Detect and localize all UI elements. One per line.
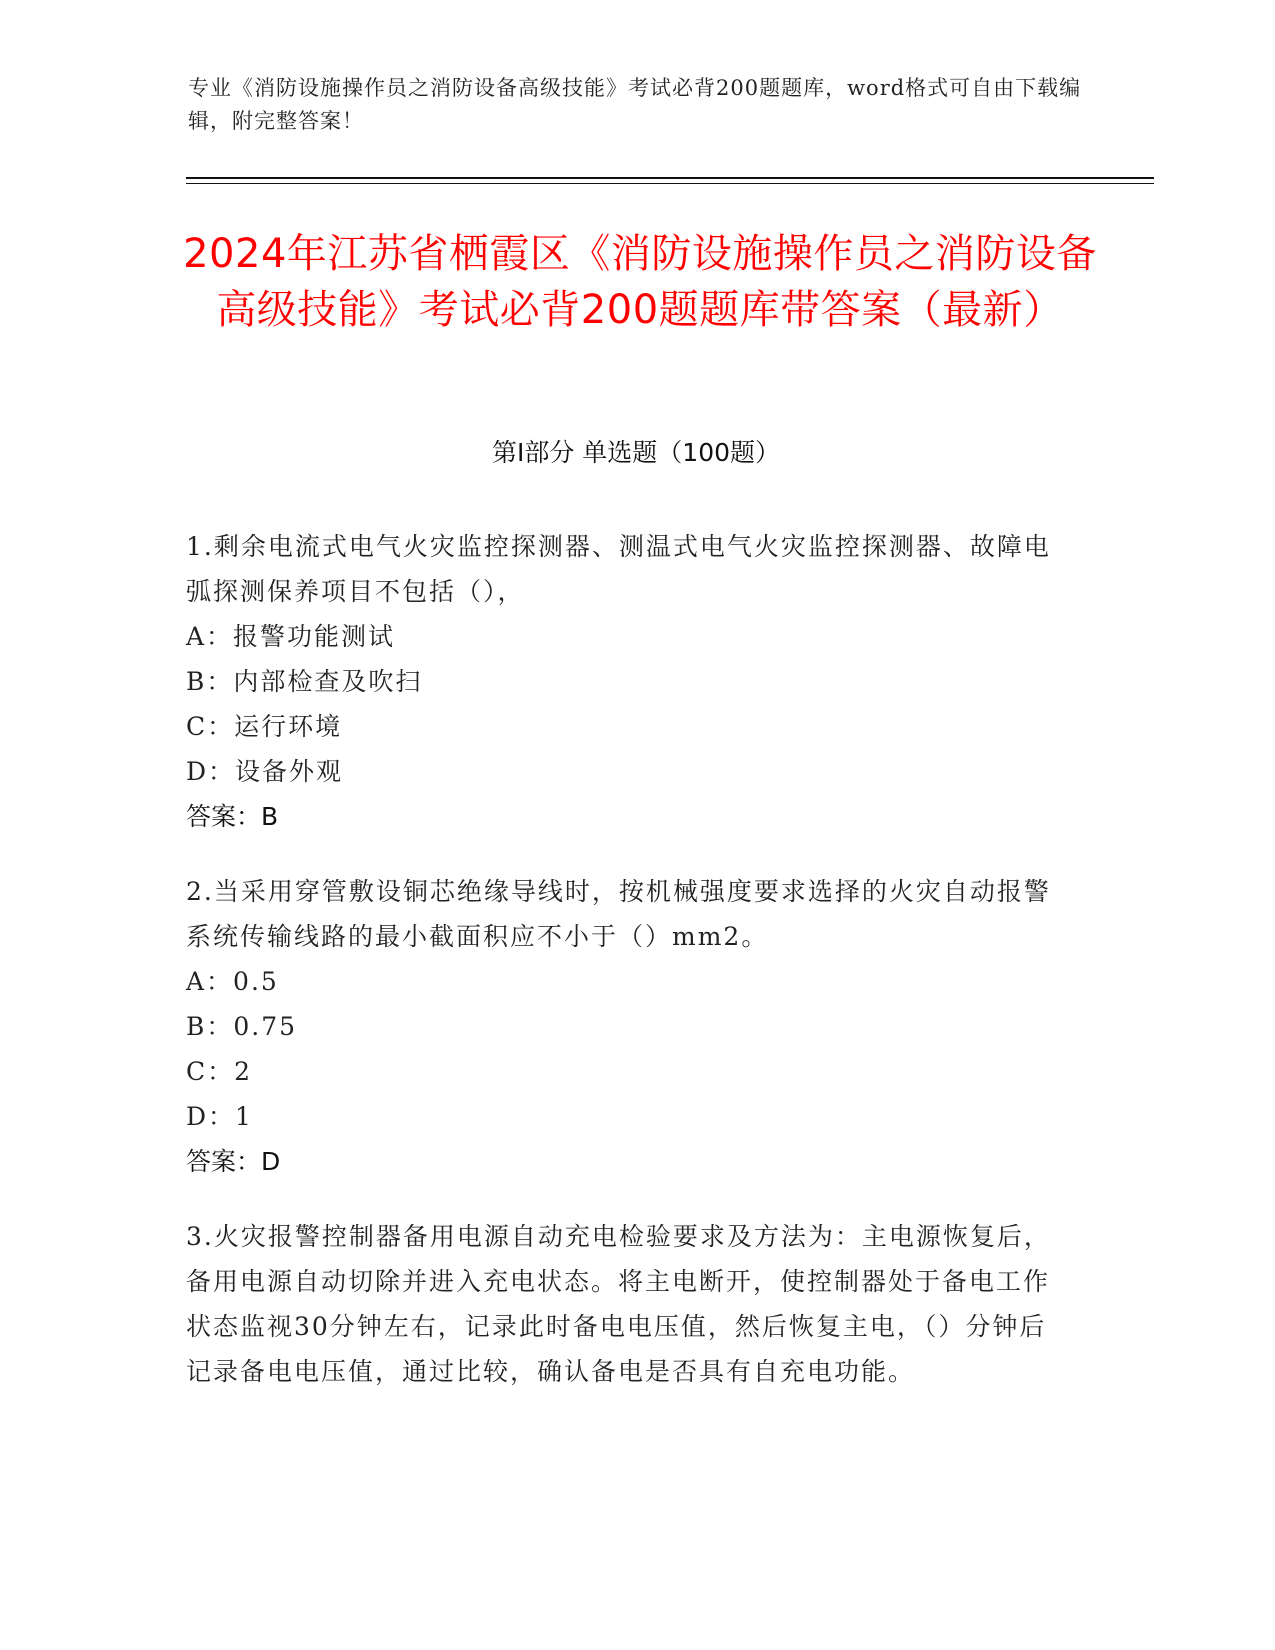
option-d: D：1 [186, 1102, 253, 1131]
answer: 答案：D [186, 1147, 281, 1176]
option-b: B：内部检查及吹扫 [186, 667, 423, 696]
question-stem: 1.剩余电流式电气火灾监控探测器、测温式电气火灾监控探测器、故障电弧探测保养项目不包括（）， [186, 532, 1051, 606]
option-a: A：0.5 [186, 967, 279, 996]
option-c: C：2 [186, 1057, 253, 1086]
question-1 [186, 524, 1066, 839]
document-title: 2024年江苏省栖霞区《消防设施操作员之消防设备高级技能》考试必背200题题库带答案（最新） [183, 231, 1097, 333]
option-c: C：运行环境 [186, 712, 343, 741]
question-3 [186, 1214, 1066, 1394]
answer: 答案：B [186, 802, 279, 831]
option-a: A：报警功能测试 [186, 622, 396, 651]
question-stem: 2.当采用穿管敷设铜芯绝缘导线时，按机械强度要求选择的火灾自动报警系统传输线路的最小截面积应不小于（）mm2。 [186, 877, 1051, 951]
question-stem: 3.火灾报警控制器备用电源自动充电检验要求及方法为：主电源恢复后，备用电源自动切除并进入充电状态。将主电断开，使控制器处于备电工作状态监视30分钟左右，记录此时备电电压值，然后恢复主电，（）分钟后记录备电电压值，通过比较，确认备电是否具有自充电功能。 [186, 1222, 1051, 1386]
option-d: D：设备外观 [186, 757, 344, 786]
option-b: B：0.75 [186, 1012, 298, 1041]
section-title: 第I部分 单选题（100题） [491, 438, 781, 467]
question-list [186, 524, 1066, 1424]
question-2 [186, 869, 1066, 1184]
header-rule-thin [186, 183, 1154, 184]
header-note: 专业《消防设施操作员之消防设备高级技能》考试必背200题题库，word格式可自由下载编辑，附完整答案！ [188, 76, 1082, 133]
header-rule-thick [186, 177, 1154, 179]
